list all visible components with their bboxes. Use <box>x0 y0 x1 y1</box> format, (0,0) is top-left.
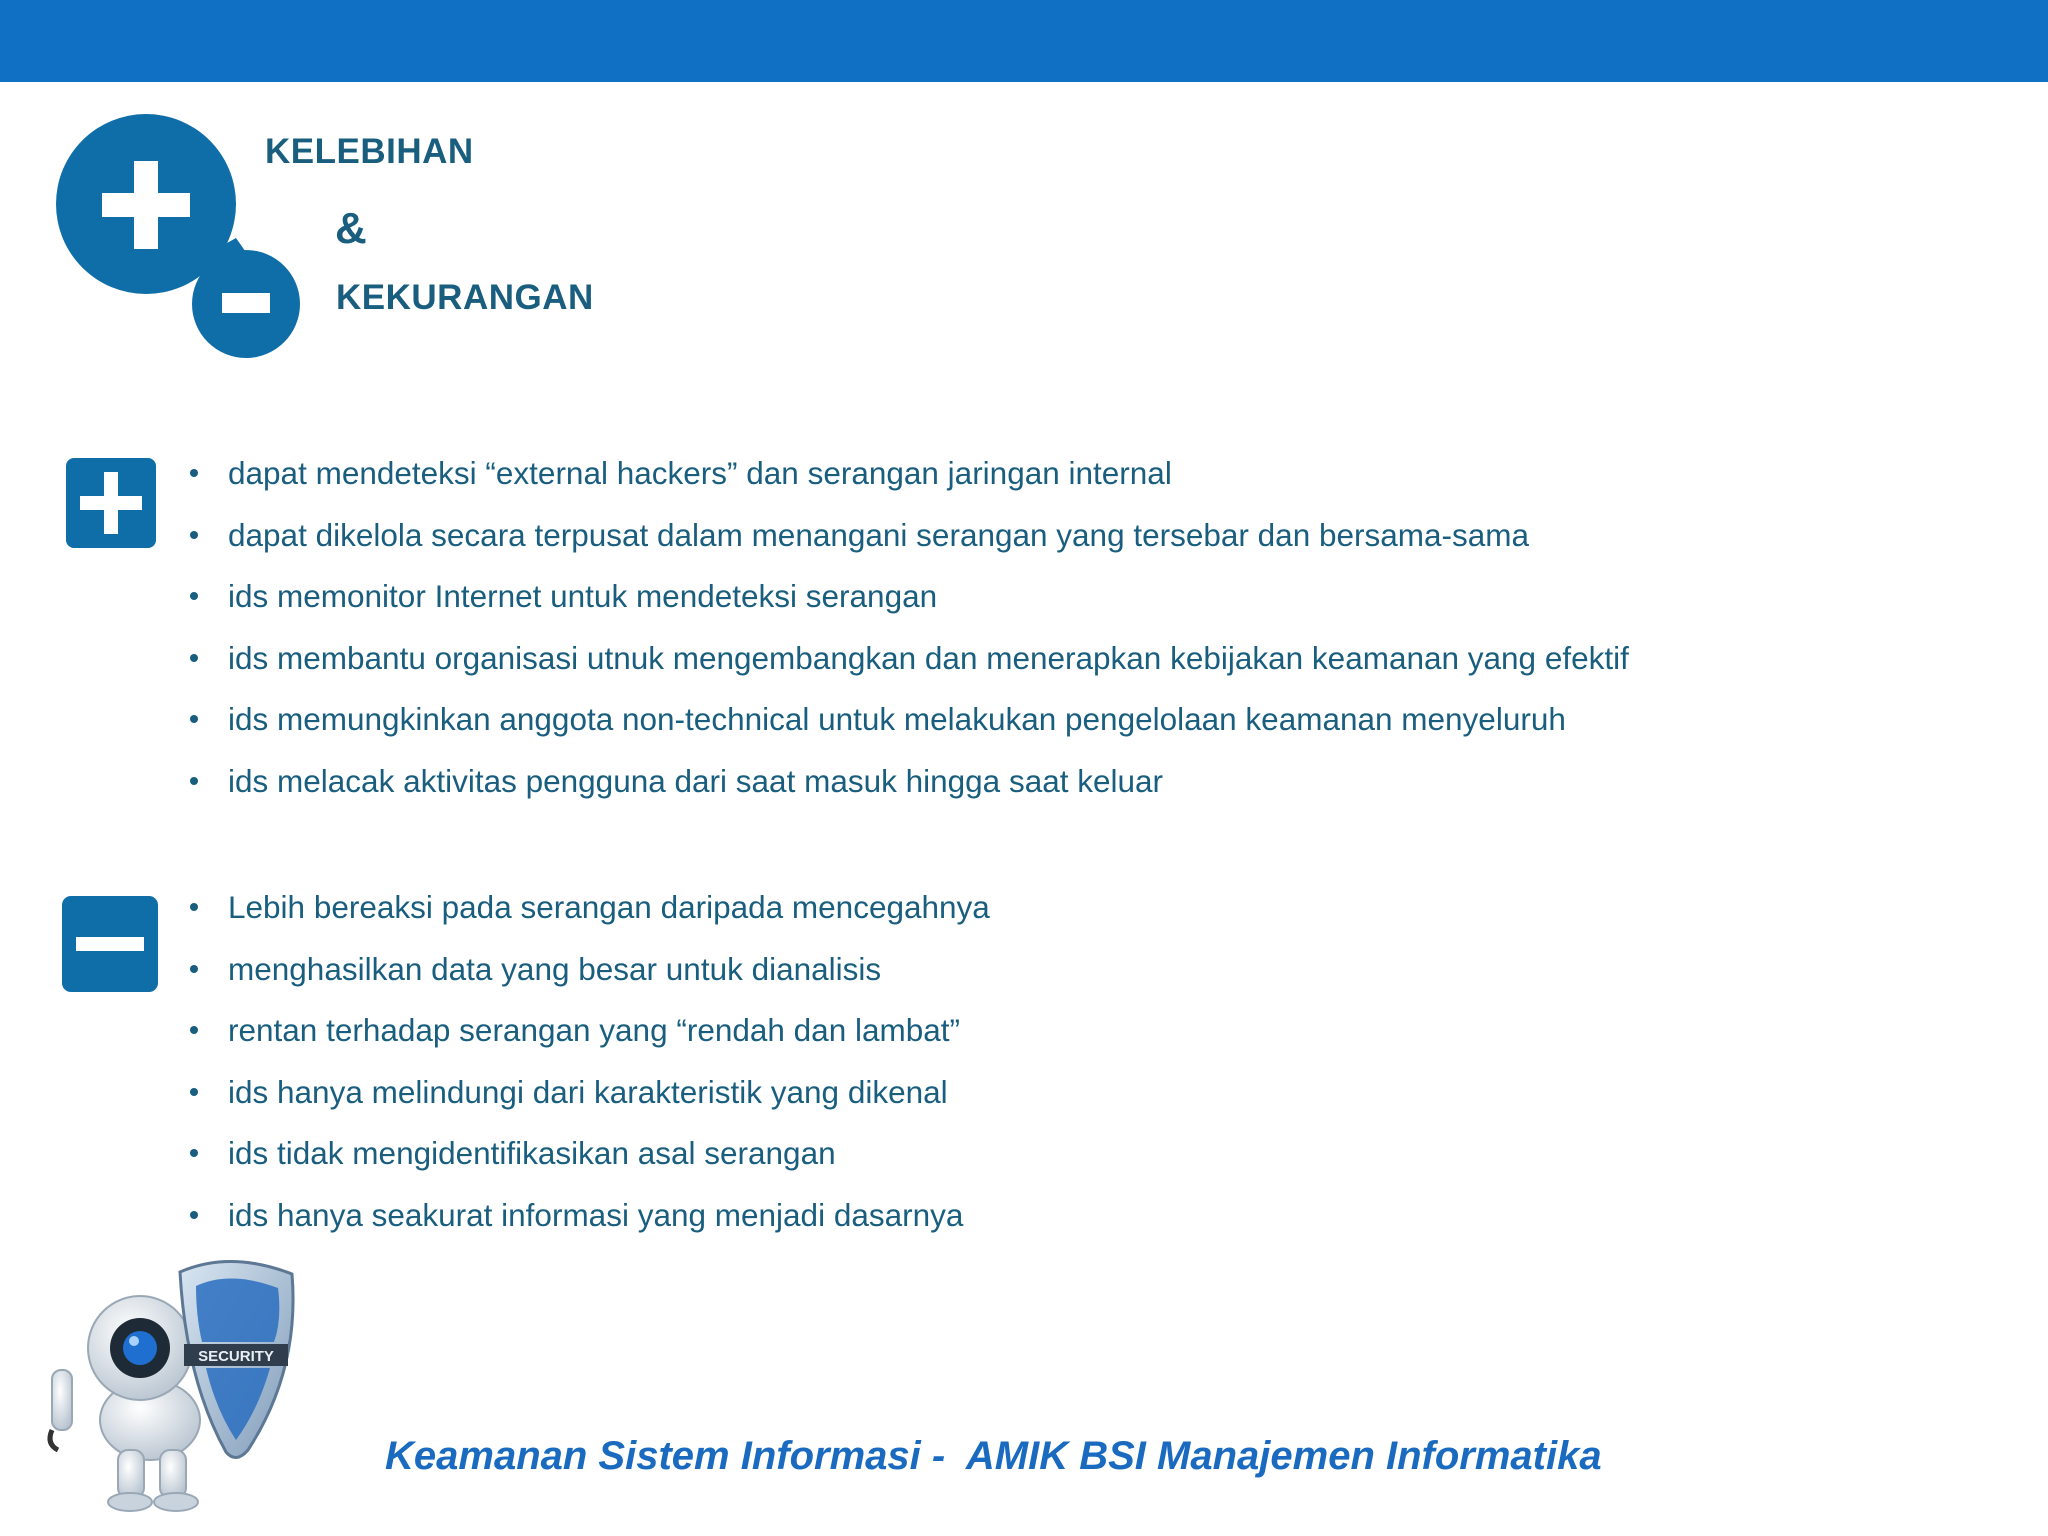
bullet-icon <box>190 715 198 723</box>
minus-icon <box>62 896 158 997</box>
bullet-icon <box>190 1149 198 1157</box>
list-item-text: ids memungkinkan anggota non-technical untuk melakukan pengelolaan keamanan menyeluruh <box>228 701 1566 737</box>
list-item <box>186 448 1629 510</box>
bullet-icon <box>190 1088 198 1096</box>
list-item <box>186 571 1629 633</box>
bullet-icon <box>190 777 198 785</box>
list-item <box>186 633 1629 695</box>
shield-label: SECURITY <box>198 1348 274 1365</box>
list-item <box>186 944 990 1006</box>
footer-text: Keamanan Sistem Informasi - AMIK BSI Manajemen Informatika <box>385 1434 1602 1478</box>
list-item-text: ids membantu organisasi utnuk mengembangkan dan menerapkan kebijakan keamanan yang efektif <box>228 639 1629 676</box>
list-item-text: ids tidak mengidentifikasikan asal serangan <box>228 1135 836 1171</box>
list-item-text: dapat mendeteksi “external hackers” dan serangan jaringan internal <box>228 455 1172 491</box>
disadvantages-list <box>186 882 990 1251</box>
advantages-list <box>186 448 1629 817</box>
bullet-icon <box>190 654 198 662</box>
list-item-text: menghasilkan data yang besar untuk dianalisis <box>228 950 882 987</box>
bullet-icon <box>190 965 198 973</box>
bullet-icon <box>190 469 198 477</box>
list-item-text: ids hanya melindungi dari karakteristik yang dikenal <box>228 1073 948 1110</box>
list-item <box>186 510 1629 572</box>
security-robot-icon <box>30 1250 320 1525</box>
bullet-icon <box>190 592 198 600</box>
list-item-text: ids melacak aktivitas pengguna dari saat masuk hingga saat keluar <box>228 762 1164 799</box>
plus-icon <box>66 458 156 553</box>
bullet-icon <box>190 1211 198 1219</box>
list-item <box>186 1190 990 1252</box>
list-item-text: ids memonitor Internet untuk mendeteksi serangan <box>228 578 938 614</box>
list-item-text: rentan terhadap serangan yang “rendah dan lambat” <box>228 1012 961 1048</box>
heading-ampersand: & <box>335 204 368 253</box>
list-item <box>186 882 990 944</box>
bullet-icon <box>190 903 198 911</box>
list-item <box>186 1128 990 1190</box>
list-item <box>186 756 1629 818</box>
list-item <box>186 1005 990 1067</box>
heading-advantages: KELEBIHAN <box>265 132 474 171</box>
list-item <box>186 1067 990 1129</box>
list-item-text: Lebih bereaksi pada serangan daripada mencegahnya <box>228 889 990 925</box>
list-item <box>186 694 1629 756</box>
list-item-text: dapat dikelola secara terpusat dalam menangani serangan yang tersebar dan bersama-sama <box>228 516 1530 553</box>
heading-disadvantages: KEKURANGAN <box>336 278 594 317</box>
header-bar <box>0 0 2048 82</box>
bullet-icon <box>190 531 198 539</box>
bullet-icon <box>190 1026 198 1034</box>
list-item-text: ids hanya seakurat informasi yang menjadi dasarnya <box>228 1196 964 1233</box>
